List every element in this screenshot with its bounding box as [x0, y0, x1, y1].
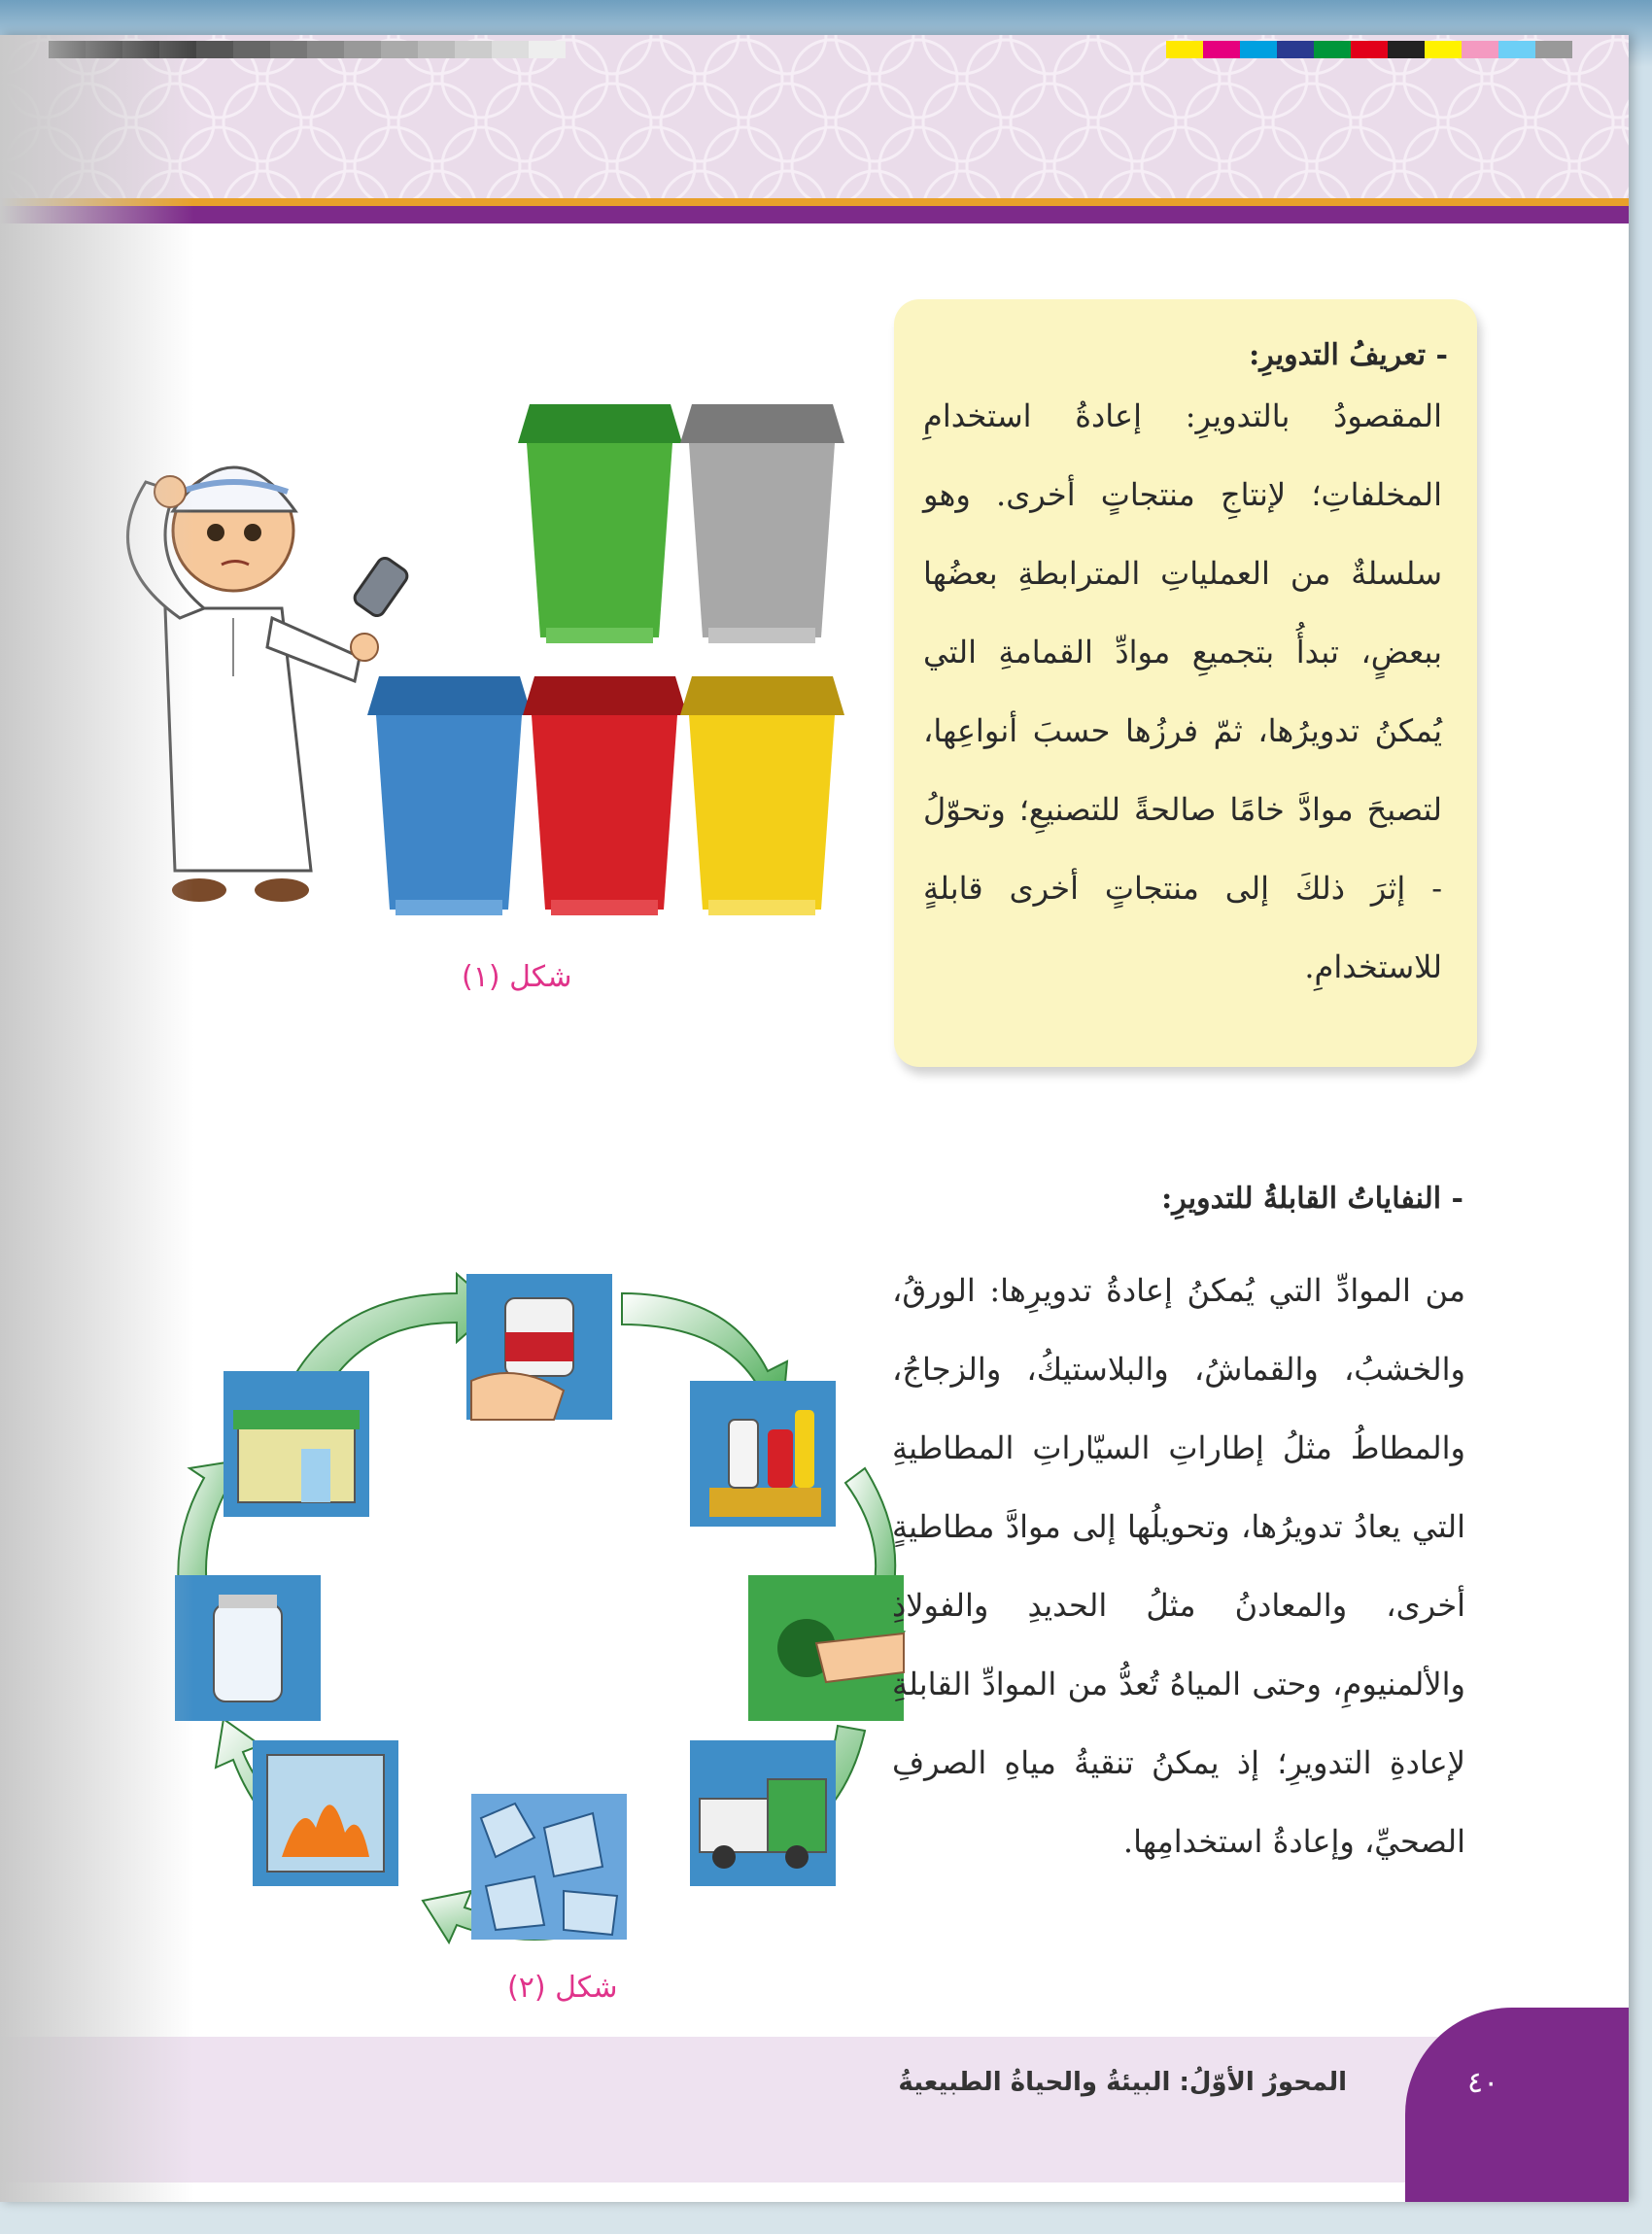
figure-1-illustration	[87, 365, 865, 929]
header-pattern	[0, 35, 1629, 200]
recyclable-waste-heading: - النفاياتُ القابلةُ للتدويرِ:	[1161, 1182, 1463, 1216]
jar-in-hand-icon	[466, 1274, 612, 1420]
grayscale-calibration-bar	[49, 41, 566, 58]
footer-band	[0, 2037, 1629, 2182]
header-orange-line	[0, 198, 1629, 206]
header-pattern-band	[0, 35, 1629, 200]
definition-heading: - تعريفُ التدويرِ:	[1249, 338, 1448, 372]
new-jar-icon	[175, 1575, 321, 1721]
boy-holding-can-icon	[127, 467, 410, 902]
page-number: ٤٠	[1467, 2066, 1499, 2100]
footer-unit-title: المحورُ الأوّلُ: البيئةُ والحياةُ الطبيعيةُ	[898, 2068, 1347, 2097]
recycling-bins-icon	[367, 404, 844, 915]
figure-2-recycling-cycle	[146, 1254, 943, 1974]
figure-1-caption: شكل (١)	[462, 960, 572, 994]
crushed-glass-icon	[471, 1794, 627, 1940]
definition-box	[894, 299, 1477, 1067]
sorting-hand-icon	[748, 1575, 904, 1721]
shop-icon	[224, 1371, 369, 1517]
definition-paragraph: المقصودُ بالتدويرِ: إعادةُ استخدامِ المخلفاتِ؛ لإنتاجِ منتجاتٍ أخرى. وهو سلسلةٌ من العملياتِ المترابطةِ بعضُها ببعضٍ، تبدأُ بتجميعِ موادِّ القمامةِ التي يُمكنُ تدويرُها، ثمّ فرزُها حسبَ أنواعِها، لتصبحَ موادَّ خامًا صالحةً للتصنيعِ؛ وتحوّلُ - إثرَ ذلكَ إلى منتجاتٍ أخرى قابلةٍ للاستخدامِ.	[923, 397, 1442, 985]
garbage-truck-icon	[690, 1740, 836, 1886]
textbook-page	[0, 35, 1629, 2202]
color-calibration-bar	[1166, 41, 1572, 58]
header-purple-line	[0, 206, 1629, 223]
recyclable-waste-paragraph: من الموادِّ التي يُمكنُ إعادةُ تدويرِها: الورقُ، والخشبُ، والقماشُ، والبلاستيكُ، والزجاجُ، والمطاطُ مثلُ إطاراتِ السيّاراتِ المطاطيةِ التي يعادُ تدويرُها، وتحويلُها إلى موادَّ مطاطيةٍ أخرى، والمعادنُ مثلُ الحديدِ والفولاذِ والألمنيومِ، وحتى المياهُ تُعدُّ من الموادِّ القابلةِ لإعادةِ التدويرِ؛ إذ يمكنُ تنقيةُ مياهِ الصرفِ الصحيِّ، وإعادةُ استخدامِها.	[892, 1272, 1465, 1860]
furnace-icon	[253, 1740, 398, 1886]
page-number-tab	[1405, 2008, 1629, 2202]
waste-pile-icon	[690, 1381, 836, 1527]
figure-2-caption: شكل (٢)	[507, 1971, 618, 2005]
